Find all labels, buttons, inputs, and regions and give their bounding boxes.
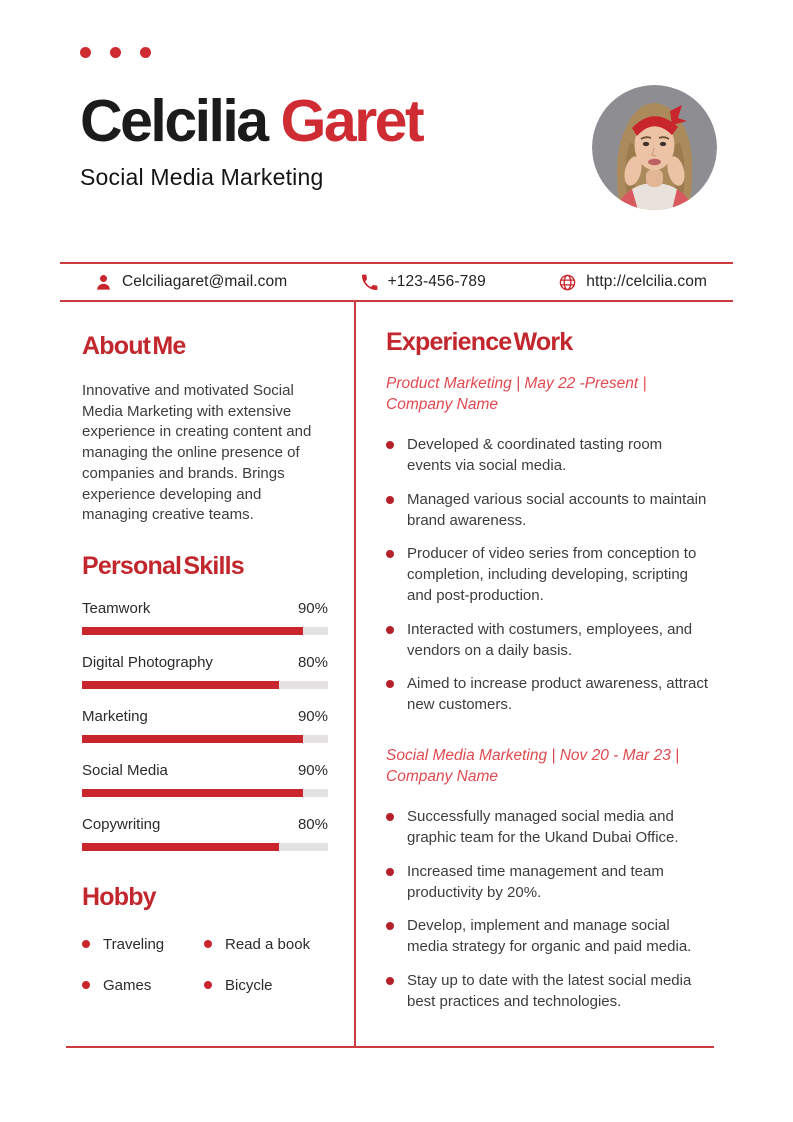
- skill-row: [82, 708, 328, 743]
- skill-row: [82, 762, 328, 797]
- first-name: Celcilia: [80, 88, 281, 154]
- skill-bar-track: [82, 681, 328, 689]
- contact-phone: [360, 273, 486, 292]
- last-name: Garet: [280, 88, 423, 154]
- experience-title: Experience Work: [386, 328, 573, 356]
- job-bullet-list: [386, 434, 709, 715]
- bullet-icon: [386, 922, 394, 930]
- job-bullet: [386, 543, 709, 606]
- globe-icon: [558, 273, 577, 292]
- bullet-text: Developed & coordinated tasting room events via social media.: [407, 436, 663, 474]
- skill-percent: 90%: [297, 599, 328, 617]
- profile-photo: [592, 85, 717, 210]
- bullet-text: Successfully managed social media and graphic team for the Ukand Dubai Office.: [407, 808, 679, 846]
- hobby-list: [82, 936, 328, 994]
- job-bullet-list: [386, 806, 709, 1012]
- job-heading: Social Media Marketing | Nov 20 - Mar 23 | Company Name: [386, 747, 680, 785]
- bullet-text: Stay up to date with the latest social media best practices and technologies.: [407, 971, 692, 1010]
- left-column: [60, 302, 354, 1046]
- job-bullet: [386, 489, 709, 531]
- skill-bar-fill: [82, 789, 303, 797]
- hobby-title: Hobby: [82, 882, 156, 911]
- job-bullet: [386, 970, 709, 1012]
- bottom-divider: [66, 1046, 714, 1048]
- main-columns: [60, 302, 733, 1046]
- skill-bar-fill: [82, 627, 303, 635]
- bullet-icon: [386, 496, 394, 504]
- bullet-icon: [386, 977, 394, 985]
- hobby-item: [82, 977, 204, 994]
- skill-label: Digital Photography: [82, 653, 213, 671]
- website-text[interactable]: http://celcilia.com: [586, 273, 707, 290]
- email-text[interactable]: Celciliagaret@mail.com: [122, 273, 288, 290]
- contact-website: [558, 273, 707, 292]
- job-heading: Product Marketing | May 22 -Present | Company Name: [386, 375, 647, 413]
- bullet-icon: [386, 813, 394, 821]
- contact-email: [94, 273, 287, 292]
- skill-row: [82, 654, 328, 689]
- job-bullet: [386, 806, 709, 848]
- bullet-icon: [82, 940, 90, 948]
- phone-text[interactable]: +123-456-789: [387, 273, 486, 290]
- skill-bar-track: [82, 735, 328, 743]
- contact-bar: [60, 262, 733, 302]
- bullet-icon: [386, 680, 394, 688]
- job-bullet: [386, 434, 709, 476]
- job-bullet: [386, 619, 709, 661]
- red-dot-icon: [140, 47, 151, 58]
- skill-percent: 90%: [297, 707, 328, 725]
- skill-label: Social Media: [82, 761, 168, 779]
- red-dot-icon: [110, 47, 121, 58]
- hobby-label: Read a book: [225, 935, 311, 953]
- bullet-icon: [386, 550, 394, 558]
- hobby-label: Bicycle: [225, 976, 273, 994]
- skill-row: [82, 600, 328, 635]
- bullet-text: Producer of video series from conception to completion, including developing, scripting and post-production.: [407, 545, 697, 604]
- hobby-item: [204, 936, 328, 953]
- hobby-label: Traveling: [103, 935, 165, 953]
- bullet-icon: [386, 626, 394, 634]
- skill-label: Copywriting: [82, 815, 161, 833]
- bullet-text: Develop, implement and manage social media strategy for organic and paid media.: [407, 917, 692, 955]
- role-subtitle: Social Media Marketing: [80, 164, 324, 191]
- skill-bar-track: [82, 789, 328, 797]
- bullet-icon: [82, 981, 90, 989]
- phone-icon: [360, 273, 379, 292]
- job-bullet: [386, 673, 709, 715]
- skill-bar-fill: [82, 843, 279, 851]
- about-title: About Me: [82, 332, 186, 360]
- hobby-item: [204, 977, 328, 994]
- red-dot-icon: [80, 47, 91, 58]
- skill-bar-fill: [82, 681, 279, 689]
- bullet-text: Managed various social accounts to maintain brand awareness.: [407, 490, 707, 529]
- bullet-icon: [386, 441, 394, 449]
- skill-bar-track: [82, 843, 328, 851]
- skill-label: Teamwork: [82, 599, 151, 617]
- person-name: [80, 88, 422, 154]
- bullet-icon: [204, 981, 212, 989]
- decorative-dots: [80, 47, 151, 58]
- bullet-icon: [386, 868, 394, 876]
- skill-percent: 80%: [297, 653, 328, 671]
- bullet-icon: [204, 940, 212, 948]
- about-text: Innovative and motivated Social Media Marketing with extensive experience in creating content and managing the online presence of companies and brands. Brings experience developing and managing creative teams.: [82, 382, 312, 524]
- avatar-illustration: [592, 85, 717, 210]
- name-block: [80, 88, 422, 191]
- skills-title: Personal Skills: [82, 551, 244, 580]
- skill-row: [82, 816, 328, 851]
- right-column: [354, 302, 733, 1046]
- bullet-text: Aimed to increase product awareness, attract new customers.: [407, 675, 708, 713]
- skill-percent: 90%: [297, 761, 328, 779]
- skill-bar-track: [82, 627, 328, 635]
- skill-percent: 80%: [297, 815, 328, 833]
- person-icon: [94, 273, 113, 292]
- skill-label: Marketing: [82, 707, 148, 725]
- hobby-item: [82, 936, 204, 953]
- hobby-label: Games: [103, 976, 152, 994]
- header: [0, 0, 793, 262]
- job-bullet: [386, 861, 709, 903]
- job-bullet: [386, 915, 709, 957]
- bullet-text: Interacted with costumers, employees, and vendors on a daily basis.: [407, 620, 693, 659]
- skill-bar-fill: [82, 735, 303, 743]
- bullet-text: Increased time management and team productivity by 20%.: [407, 862, 664, 901]
